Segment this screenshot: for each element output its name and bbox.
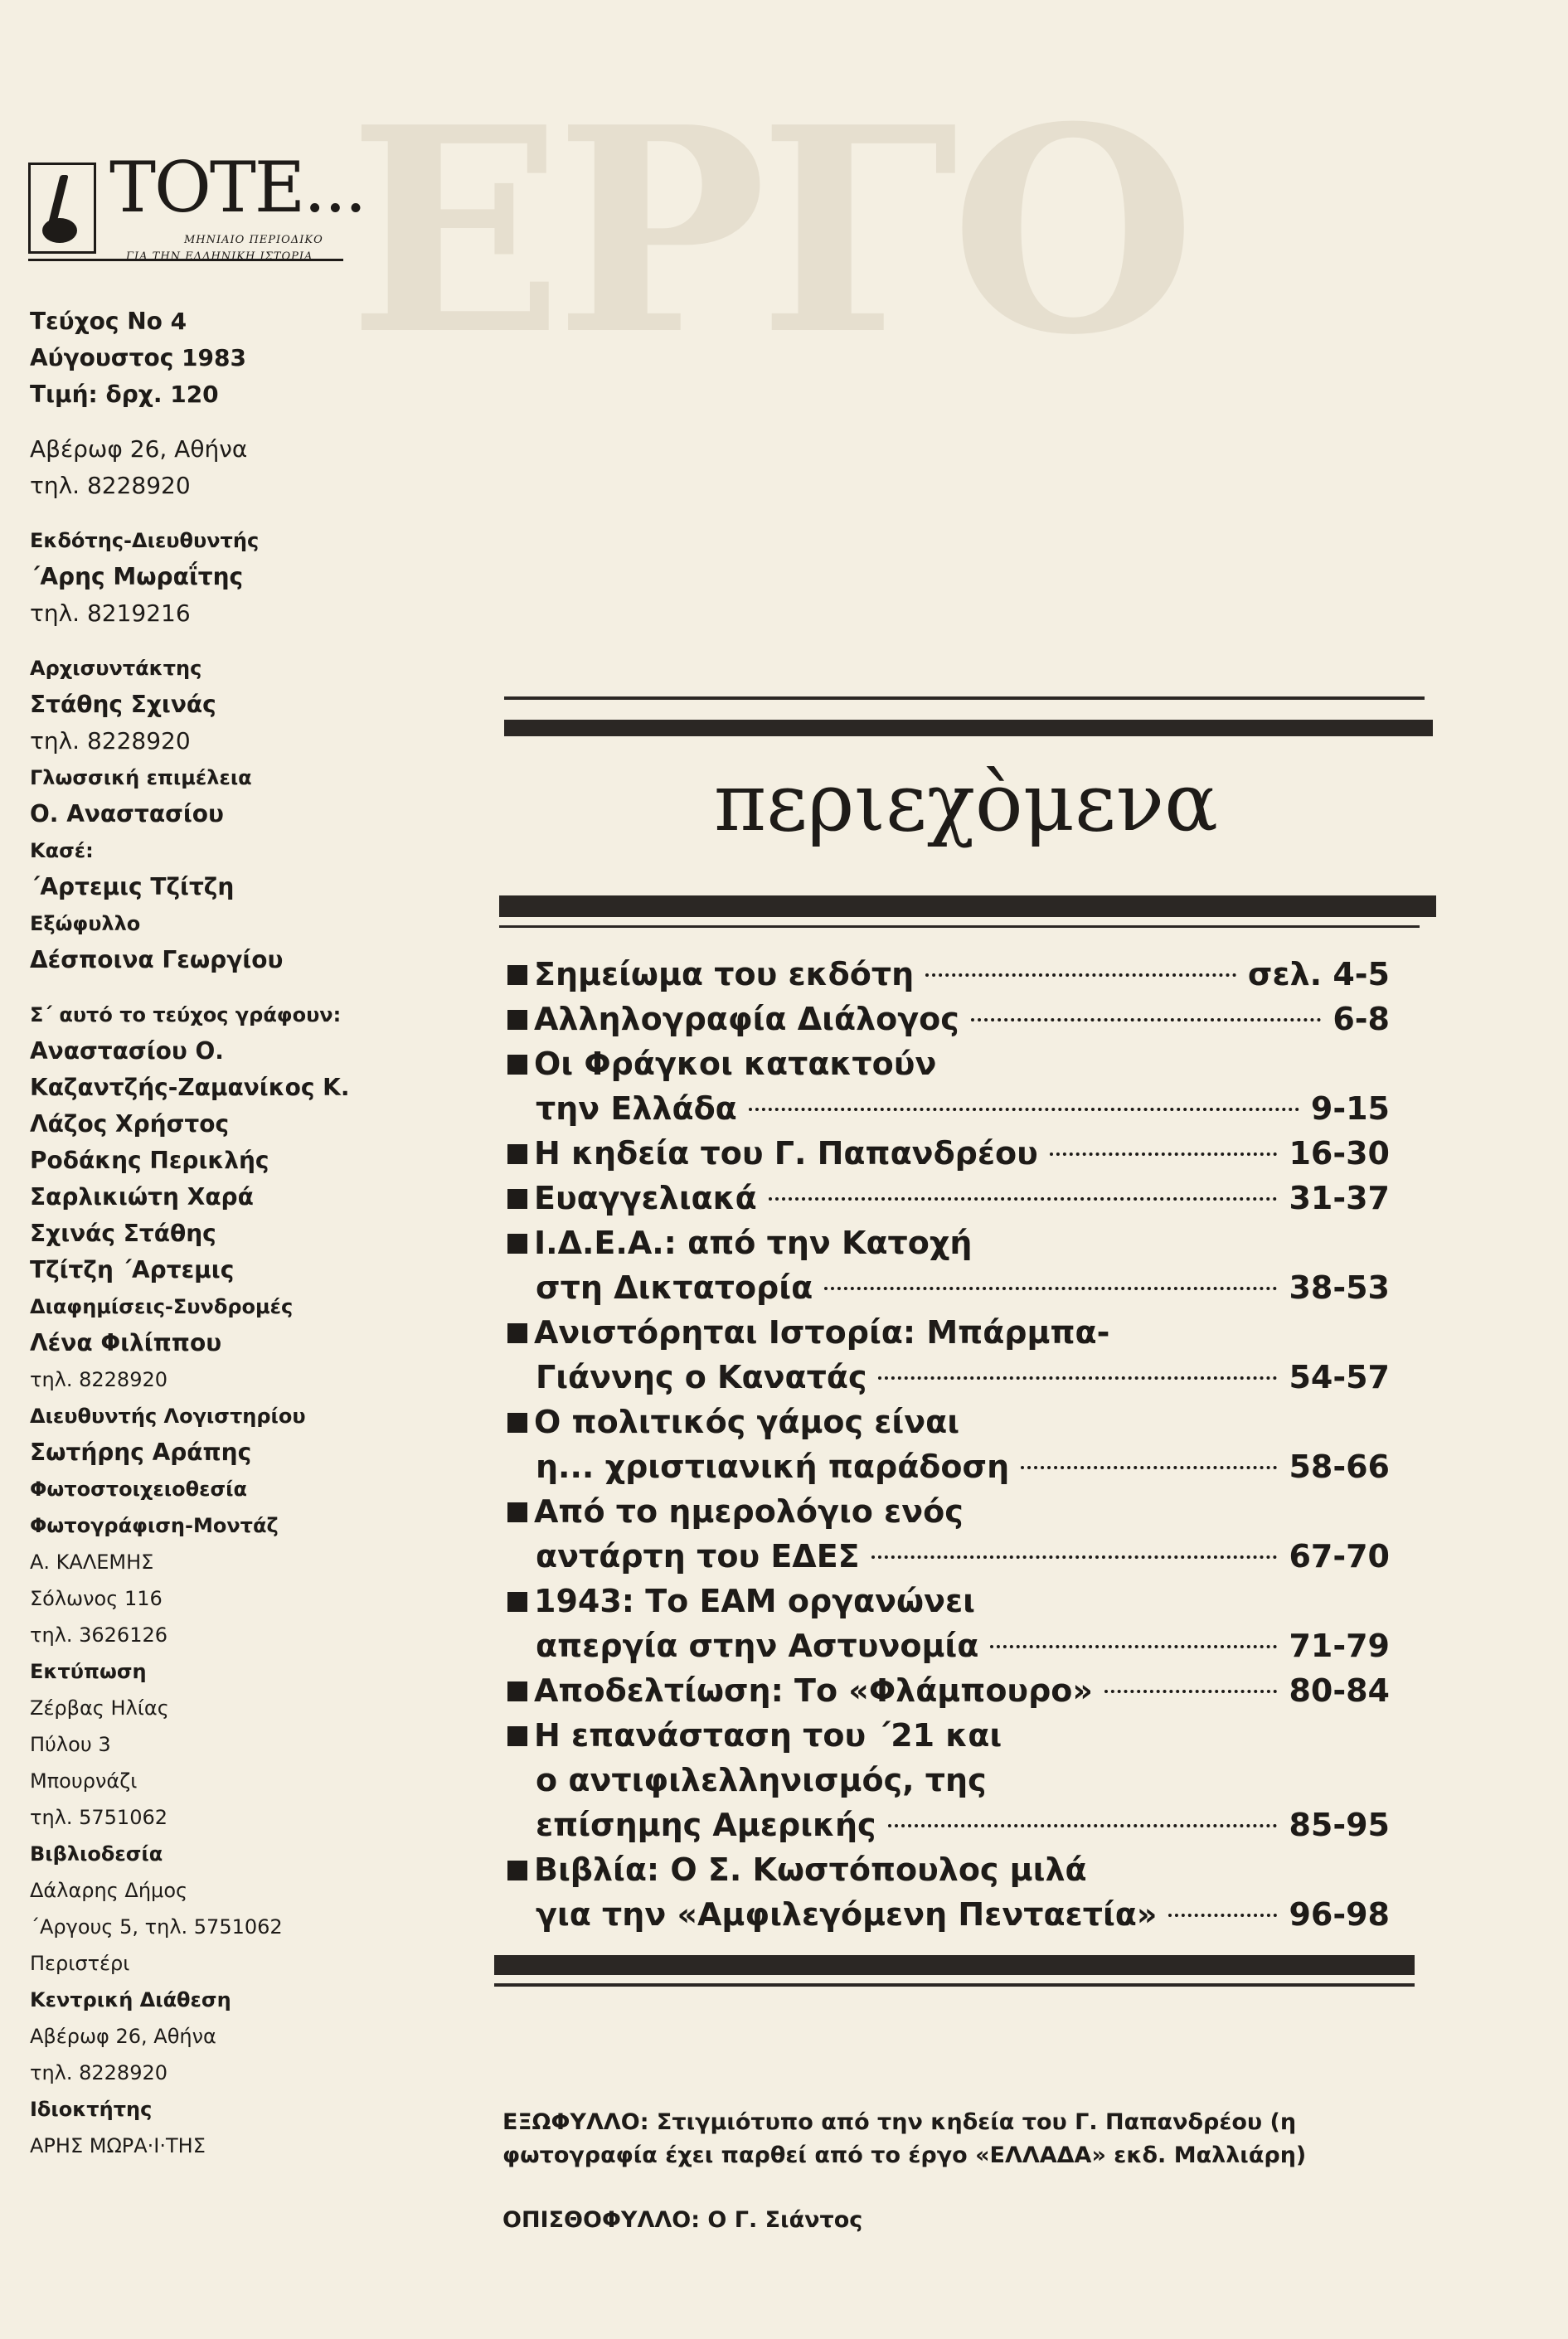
distribution-address: Αβέρωφ 26, Αθήνα (30, 2025, 216, 2048)
distribution-phone: τηλ. 8228920 (30, 2061, 168, 2084)
proof-role: Γλωσσική επιμέλεια (30, 766, 252, 789)
top-rule-thin (504, 696, 1425, 700)
print-area: Μπουρνάζι (30, 1769, 138, 1793)
toc-entry-pages: 16-30 (1289, 1135, 1390, 1172)
toc-entry-title: Σημείωμα του εκδότη (534, 956, 915, 992)
toc-entry (507, 1847, 1390, 1937)
editor-phone: τηλ. 8228920 (30, 727, 191, 755)
toc-entry (507, 1176, 1390, 1220)
toc-entry-pages: 80-84 (1289, 1672, 1390, 1709)
mid-rule-thick (499, 895, 1436, 917)
toc-entry-title-cont: επίσημης Αμερικής (536, 1807, 876, 1843)
toc-entry-pages: 38-53 (1289, 1269, 1390, 1306)
issue-price: Τιμή: δρχ. 120 (30, 381, 219, 408)
toc-entry-title-cont: ο αντιφιλελληνισμός, της (536, 1762, 987, 1798)
photo-phone: τηλ. 3626126 (30, 1623, 168, 1647)
bullet-square-icon (507, 1144, 527, 1164)
toc-entry-title: Η κηδεία του Γ. Παπανδρέου (534, 1135, 1038, 1172)
toc-entry-title: Η επανάσταση του ΄21 και (534, 1717, 1002, 1754)
bullet-square-icon (507, 1010, 527, 1030)
print-role: Εκτύπωση (30, 1660, 147, 1683)
toc-entry-title-cont: για την «Αμφιλεγόμενη Πενταετία» (536, 1896, 1158, 1933)
toc-entry-pages: 67-70 (1289, 1538, 1390, 1575)
accounting-name: Σωτήρης Αράπης (30, 1439, 252, 1466)
captions (502, 2106, 1415, 2237)
toc-entry (507, 1668, 1390, 1713)
toc-entry (507, 1713, 1390, 1847)
binding-address: ΄Αργους 5, τηλ. 5751062 (30, 1915, 283, 1939)
contributor: Σχινάς Στάθης (30, 1220, 216, 1247)
toc-entry-title-cont: Γιάννης ο Κανατάς (536, 1359, 867, 1395)
top-rule-thick (504, 720, 1433, 736)
toc-entry-pages: 54-57 (1289, 1359, 1390, 1395)
address: Αβέρωφ 26, Αθήνα (30, 435, 248, 463)
toc-entry-pages: 85-95 (1289, 1807, 1390, 1843)
cover-role: Εξώφυλλο (30, 912, 141, 935)
toc-entry (507, 952, 1390, 997)
toc-entry-pages: 31-37 (1289, 1180, 1390, 1216)
toc-entry-title: Ι.Δ.Ε.Α.: από την Κατοχή (534, 1225, 973, 1261)
toc-entry-title: Αποδελτίωση: Το «Φλάμπουρο» (534, 1672, 1093, 1709)
owner-role: Ιδιοκτήτης (30, 2098, 153, 2121)
logo-subtitle-2: ΓΙΑ ΤΗΝ ΕΛΛΗΝΙΚΗ ΙΣΤΟΡΙΑ (126, 250, 313, 263)
toc-entry (507, 1400, 1390, 1489)
cashier-name: ΄Αρτεμις Τζίτζη (30, 873, 235, 900)
colophon (30, 303, 478, 2164)
issue-date: Αύγουστος 1983 (30, 344, 246, 371)
toc-entry-title-cont: απεργία στην Αστυνομία (536, 1628, 979, 1664)
toc-entry (507, 1579, 1390, 1668)
bottom-rule-thin (494, 1983, 1415, 1987)
bullet-square-icon (507, 1592, 527, 1612)
bullet-square-icon (507, 1861, 527, 1880)
cover-name: Δέσποινα Γεωργίου (30, 946, 284, 973)
toc-entry-title-cont: αντάρτη του ΕΔΕΣ (536, 1538, 860, 1575)
cover-caption-line-2: φωτογραφία έχει παρθεί από το έργο «ΕΛΛΑΔΑ» εκδ. Μαλλιάρη) (502, 2142, 1307, 2168)
toc-entry-title-cont: στη Δικτατορία (536, 1269, 813, 1306)
issue-number: Τεύχος Νο 4 (30, 308, 187, 335)
bullet-square-icon (507, 1189, 527, 1209)
distribution-role: Κεντρική Διάθεση (30, 1988, 231, 2011)
contributor: Αναστασίου Ο. (30, 1037, 224, 1065)
toc-entry (507, 1220, 1390, 1310)
inkwell-icon (28, 163, 96, 254)
back-cover-caption: ΟΠΙΣΘΟΦΥΛΛΟ: Ο Γ. Σιάντος (502, 2207, 863, 2233)
photo-role: Φωτογράφιση-Μοντάζ (30, 1514, 279, 1537)
publisher-role: Εκδότης-Διευθυντής (30, 529, 260, 552)
print-name: Ζέρβας Ηλίας (30, 1696, 169, 1720)
photo-name: Α. ΚΑΛΕΜΗΣ (30, 1550, 154, 1574)
mid-rule-thin (499, 925, 1420, 928)
print-phone: τηλ. 5751062 (30, 1806, 168, 1829)
binding-name: Δάλαρης Δήμος (30, 1879, 188, 1902)
editor-role: Αρχισυντάκτης (30, 657, 202, 680)
bullet-square-icon (507, 1726, 527, 1746)
ads-phone: τηλ. 8228920 (30, 1368, 168, 1391)
table-of-contents (507, 952, 1390, 1937)
bottom-rule-thick (494, 1955, 1415, 1975)
ads-name: Λένα Φιλίππου (30, 1329, 222, 1356)
toc-entry-title: Βιβλία: Ο Σ. Κωστόπουλος μιλά (534, 1851, 1087, 1888)
accounting-role: Διευθυντής Λογιστηρίου (30, 1405, 306, 1428)
cashier-role: Κασέ: (30, 839, 94, 862)
bullet-square-icon (507, 1323, 527, 1343)
toc-entry-title: Ευαγγελιακά (534, 1180, 757, 1216)
binding-area: Περιστέρι (30, 1952, 130, 1975)
ads-role: Διαφημίσεις-Συνδρομές (30, 1295, 294, 1318)
photo-address: Σόλωνος 116 (30, 1587, 163, 1610)
toc-entry (507, 1489, 1390, 1579)
toc-entry-pages: 9-15 (1310, 1090, 1390, 1127)
toc-entry (507, 997, 1390, 1041)
toc-title: περιεχὸμενα (714, 756, 1218, 849)
toc-entry (507, 1310, 1390, 1400)
bullet-square-icon (507, 1681, 527, 1701)
contributors-heading: Σ΄ αυτό το τεύχος γράφουν: (30, 1003, 342, 1026)
toc-entry-title-cont: η... χριστιανική παράδοση (536, 1449, 1010, 1485)
editor-name: Στάθης Σχινάς (30, 691, 216, 718)
publisher-name: ΄Αρης Μωραΐτης (30, 563, 244, 590)
toc-entry-title: Οι Φράγκοι κατακτούν (534, 1046, 937, 1082)
toc-entry-pages: σελ. 4-5 (1247, 956, 1390, 992)
bullet-square-icon (507, 1502, 527, 1522)
bullet-square-icon (507, 1413, 527, 1433)
contributor: Τζίτζη ΄Αρτεμις (30, 1256, 235, 1284)
toc-entry-title: Ο πολιτικός γάμος είναι (534, 1404, 960, 1440)
toc-entry-title-cont: την Ελλάδα (536, 1090, 737, 1127)
toc-entry-title: 1943: Το ΕΑΜ οργανώνει (534, 1583, 975, 1619)
print-address: Πύλου 3 (30, 1733, 111, 1756)
toc-entry (507, 1131, 1390, 1176)
contributor: Καζαντζής-Ζαμανίκος Κ. (30, 1074, 350, 1101)
logo-subtitle-1: ΜΗΝΙΑΙΟ ΠΕΡΙΟΔΙΚΟ (184, 234, 323, 246)
bullet-square-icon (507, 1234, 527, 1254)
owner-name: ΑΡΗΣ ΜΩΡΑ·Ι·ΤΗΣ (30, 2134, 206, 2157)
logo-title: ΤΟΤΕ... (109, 147, 366, 228)
toc-entry (507, 1041, 1390, 1131)
bullet-square-icon (507, 1055, 527, 1075)
show-through-print: ΕΡΓΟ (348, 66, 1188, 397)
contributor: Λάζος Χρήστος (30, 1110, 230, 1138)
toc-entry-pages: 6-8 (1333, 1001, 1390, 1037)
cover-caption-line-1: ΕΞΩΦΥΛΛΟ: Στιγμιότυπο από την κηδεία του Γ. Παπανδρέου (η (502, 2109, 1297, 2135)
contributor: Σαρλικιώτη Χαρά (30, 1183, 254, 1211)
toc-entry-pages: 96-98 (1289, 1896, 1390, 1933)
binding-role: Βιβλιοδεσία (30, 1842, 163, 1866)
contributor: Ροδάκης Περικλής (30, 1147, 269, 1174)
toc-entry-title: Ανιστόρηται Ιστορία: Μπάρμπα- (534, 1314, 1110, 1351)
toc-entry-pages: 71-79 (1289, 1628, 1390, 1664)
typesetting-role: Φωτοστοιχειοθεσία (30, 1478, 247, 1501)
toc-entry-pages: 58-66 (1289, 1449, 1390, 1485)
toc-entry-title: Από το ημερολόγιο ενός (534, 1493, 964, 1530)
bullet-square-icon (507, 965, 527, 985)
toc-entry-title: Αλληλογραφία Διάλογος (534, 1001, 959, 1037)
address-phone: τηλ. 8228920 (30, 472, 191, 499)
proof-name: Ο. Αναστασίου (30, 800, 224, 827)
publisher-phone: τηλ. 8219216 (30, 599, 191, 627)
masthead-logo (28, 147, 376, 267)
